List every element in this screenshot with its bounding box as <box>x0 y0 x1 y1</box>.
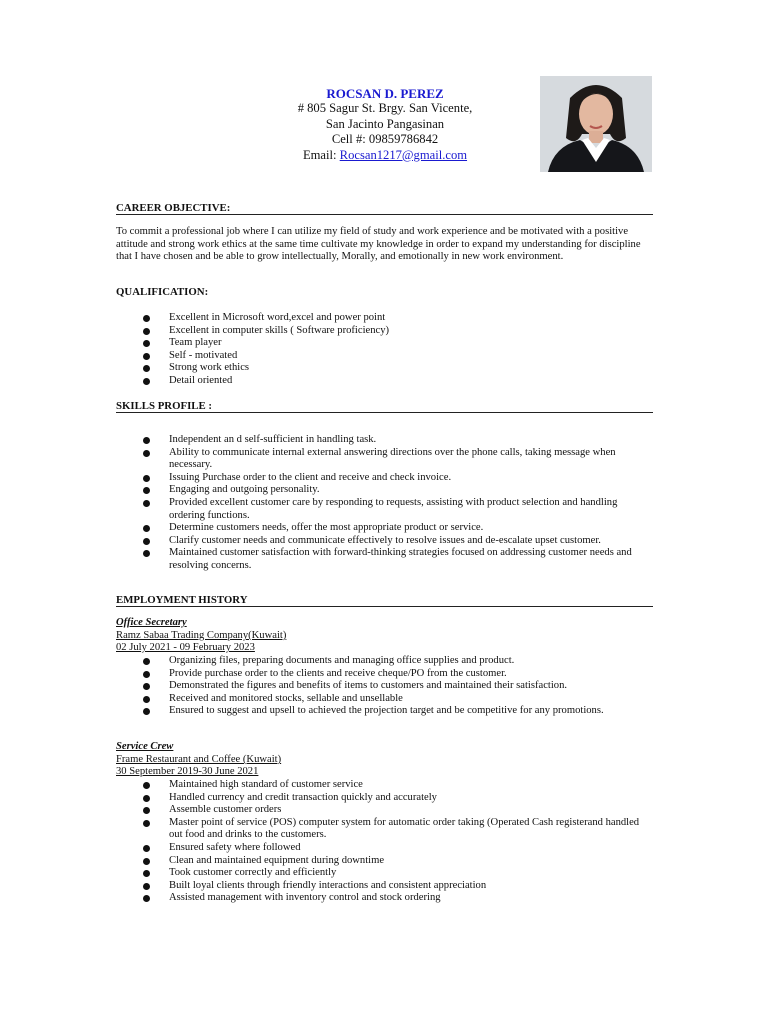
list-item: Provided excellent customer care by responding to requests, assisting with product selection and handling ordering functions. <box>116 497 653 522</box>
list-item: Self - motivated <box>116 350 653 363</box>
list-item: Excellent in Microsoft word,excel and power point <box>116 312 653 325</box>
list-item: Maintained high standard of customer service <box>116 779 653 792</box>
list-item: Provide purchase order to the clients and receive cheque/PO from the customer. <box>116 668 653 681</box>
applicant-name: ROCSAN D. PEREZ <box>326 86 444 101</box>
skills-list <box>116 434 653 573</box>
job-duties-list <box>116 655 653 718</box>
qualification-list <box>116 312 653 388</box>
qualification-heading: QUALIFICATION: <box>116 286 209 298</box>
career-objective-heading: CAREER OBJECTIVE: <box>116 202 653 215</box>
profile-photo-illustration <box>540 76 652 172</box>
job-company: Ramz Sabaa Trading Company(Kuwait) <box>116 630 287 641</box>
list-item: Maintained customer satisfaction with forward-thinking strategies focused on addressing customer needs and resolving concerns. <box>116 547 653 572</box>
list-item: Organizing files, preparing documents and managing office supplies and product. <box>116 655 653 668</box>
list-item: Clean and maintained equipment during downtime <box>116 855 653 868</box>
list-item: Ensured to suggest and upsell to achieved the projection target and be competitive for any promotions. <box>116 705 653 718</box>
list-item: Strong work ethics <box>116 362 653 375</box>
job-title: Office Secretary <box>116 617 187 628</box>
list-item: Assemble customer orders <box>116 804 653 817</box>
list-item: Excellent in computer skills ( Software proficiency) <box>116 325 653 338</box>
email-label: Email: <box>302 147 340 162</box>
job-title: Service Crew <box>116 741 174 752</box>
list-item: Handled currency and credit transaction quickly and accurately <box>116 792 653 805</box>
list-item: Clarify customer needs and communicate effectively to resolve issues and de-escalate upset customer. <box>116 535 653 548</box>
job-company: Frame Restaurant and Coffee (Kuwait) <box>116 754 282 765</box>
job-dates: 30 September 2019-30 June 2021 <box>116 766 259 777</box>
job-duties-list <box>116 779 653 905</box>
list-item: Received and monitored stocks, sellable and unsellable <box>116 693 653 706</box>
list-item: Independent an d self-sufficient in handling task. <box>116 434 653 447</box>
list-item: Detail oriented <box>116 375 653 388</box>
list-item: Issuing Purchase order to the client and receive and check invoice. <box>116 472 653 485</box>
list-item: Assisted management with inventory control and stock ordering <box>116 892 653 905</box>
list-item: Master point of service (POS) computer system for automatic order taking (Operated Cash registerand handled out food and drinks to the customers. <box>116 817 653 842</box>
email-link[interactable]: Rocsan1217@gmail.com <box>339 147 468 162</box>
address-line-1: # 805 Sagur St. Brgy. San Vicente, <box>297 101 473 116</box>
list-item: Determine customers needs, offer the most appropriate product or service. <box>116 522 653 535</box>
job-dates: 02 July 2021 - 09 February 2023 <box>116 642 255 653</box>
employment-history-heading: EMPLOYMENT HISTORY <box>116 594 653 607</box>
list-item: Built loyal clients through friendly interactions and consistent appreciation <box>116 880 653 893</box>
email-line <box>230 148 540 163</box>
list-item: Engaging and outgoing personality. <box>116 484 653 497</box>
skills-profile-heading: SKILLS PROFILE : <box>116 400 653 413</box>
list-item: Took customer correctly and efficiently <box>116 867 653 880</box>
profile-photo <box>540 76 652 172</box>
list-item: Demonstrated the figures and benefits of items to customers and maintained their satisfaction. <box>116 680 653 693</box>
list-item: Ability to communicate internal external answering directions over the phone calls, taking message when necessary. <box>116 447 653 472</box>
career-objective-text: To commit a professional job where I can utilize my field of study and work experience and be motivated with a positive attitude and strong work ethics at the same time cultivate my knowledge in order to expand my understanding for discipline that I have chosen and be able to grow intellectually, Morally, and emotionally in new work environment. <box>116 226 641 263</box>
list-item: Team player <box>116 337 653 350</box>
cell-number: Cell #: 09859786842 <box>331 132 439 147</box>
list-item: Ensured safety where followed <box>116 842 653 855</box>
address-line-2: San Jacinto Pangasinan <box>325 116 445 131</box>
resume-header <box>230 86 540 163</box>
